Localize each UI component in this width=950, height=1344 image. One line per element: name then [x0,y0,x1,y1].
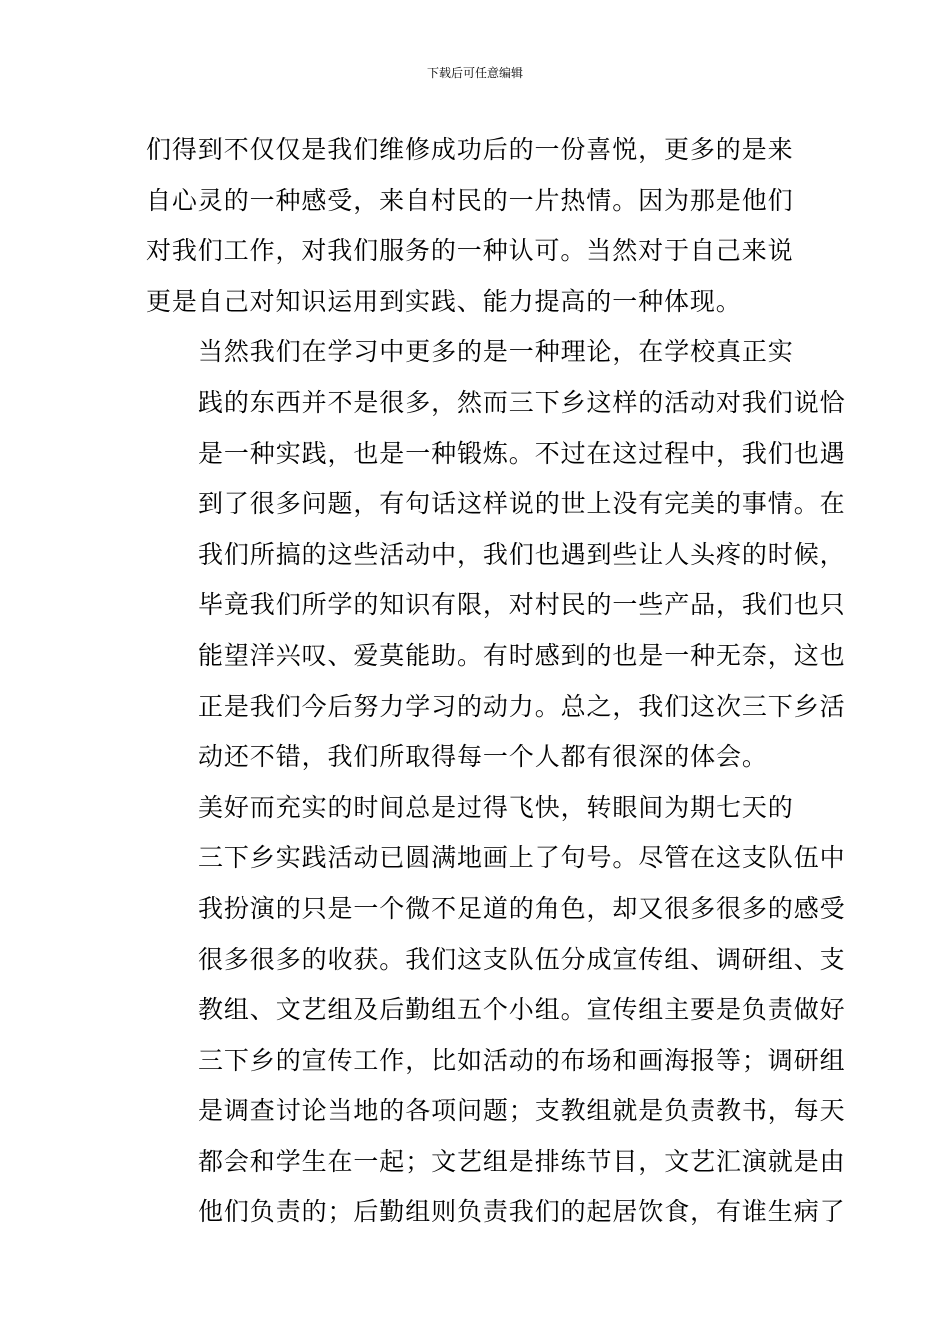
paragraph-2 [146,327,846,782]
text-line: 正是我们今后努力学习的动力。总之，我们这次三下乡活 [198,691,846,721]
header-note: 下载后可任意编辑 [426,66,523,80]
paragraph-3 [146,783,846,1238]
text-line: 更是自己对知识运用到实践、能力提高的一种体现。 [146,286,742,316]
text-line: 们得到不仅仅是我们维修成功后的一份喜悦，更多的是来 [146,135,794,164]
text-line: 三下乡实践活动已圆满地画上了句号。尽管在这支队伍中 [198,843,846,873]
body-text [146,125,846,1238]
text-line: 自心灵的一种感受，来自村民的一片热情。因为那是他们 [146,185,794,215]
paragraph-1 [146,125,818,327]
text-line: 到了很多问题，有句话这样说的世上没有完美的事情。在 [198,489,846,519]
text-line: 能望洋兴叹、爱莫能助。有时感到的也是一种无奈，这也 [198,640,846,670]
text-line: 当然我们在学习中更多的是一种理论，在学校真正实 [198,337,794,367]
text-line: 都会和学生在一起；文艺组是排练节目，文艺汇演就是由 [198,1146,846,1176]
text-line: 动还不错，我们所取得每一个人都有很深的体会。 [198,742,768,772]
text-line: 他们负责的；后勤组则负责我们的起居饮食，有谁生病了 [198,1197,846,1227]
text-line: 是调查讨论当地的各项问题；支教组就是负责教书，每天 [198,1096,846,1126]
text-line: 是一种实践，也是一种锻炼。不过在这过程中，我们也遇 [198,438,846,468]
text-line: 践的东西并不是很多，然而三下乡这样的活动对我们说恰 [198,387,846,417]
text-line: 对我们工作，对我们服务的一种认可。当然对于自己来说 [146,236,794,266]
text-line: 毕竟我们所学的知识有限，对村民的一些产品，我们也只 [198,590,846,620]
text-line: 我们所搞的这些活动中，我们也遇到些让人头疼的时候， [198,539,846,569]
text-line: 很多很多的收获。我们这支队伍分成宣传组、调研组、支 [198,944,846,974]
text-line: 教组、文艺组及后勤组五个小组。宣传组主要是负责做好 [198,995,846,1025]
text-line: 三下乡的宣传工作，比如活动的布场和画海报等；调研组 [198,1045,846,1075]
text-line: 我扮演的只是一个微不足道的角色，却又很多很多的感受 [198,893,846,923]
text-line: 美好而充实的时间总是过得飞快，转眼间为期七天的 [198,792,794,822]
